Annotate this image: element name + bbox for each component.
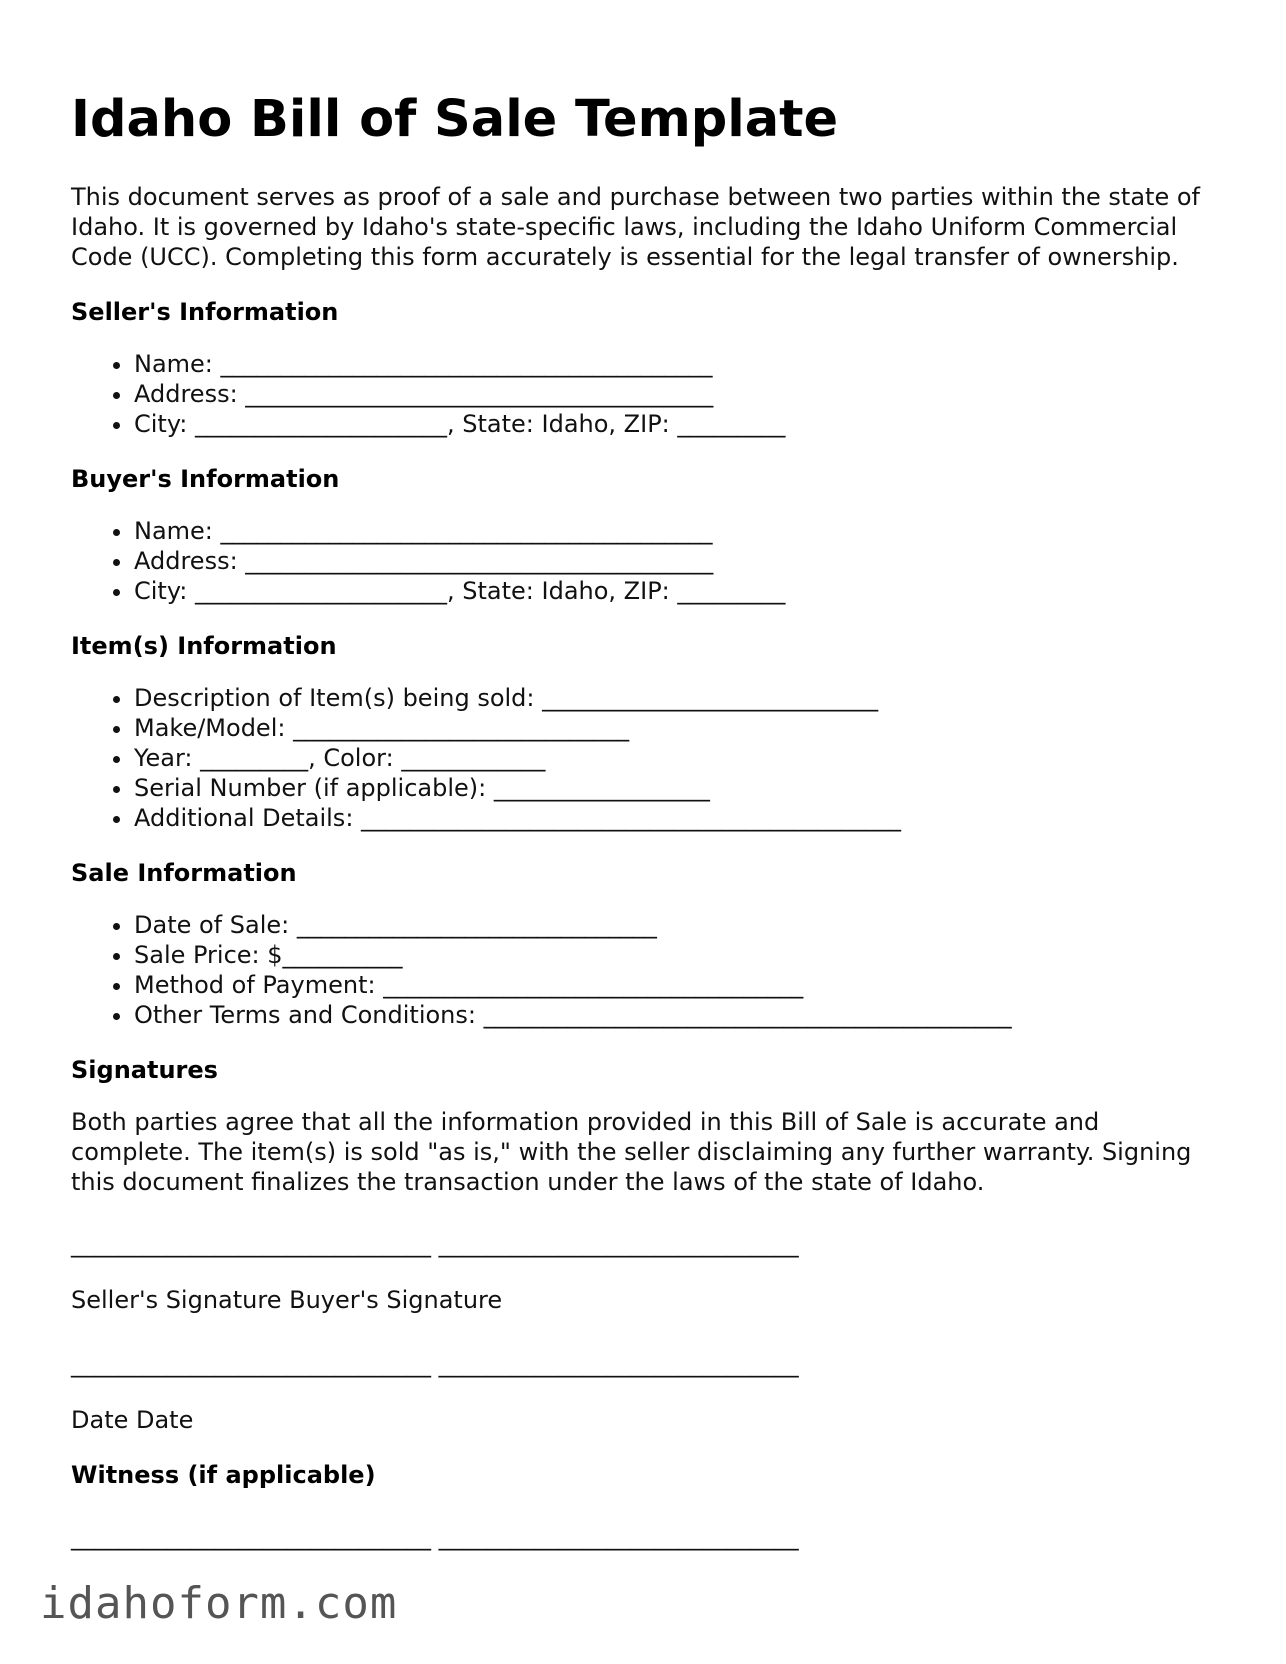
seller-city-field: • City: _____________________, State: Idaho, ZIP: _________ — [134, 409, 1221, 439]
buyer-city-field: • City: _____________________, State: Idaho, ZIP: _________ — [134, 576, 1221, 606]
items-heading: Item(s) Information — [71, 632, 337, 660]
item-year-color-field: • Year: _________, Color: ____________ — [134, 743, 1221, 773]
item-make-model-field: • Make/Model: ____________________________ — [134, 713, 1221, 743]
buyer-list — [71, 516, 1221, 606]
sale-date-field: • Date of Sale: ______________________________ — [134, 910, 1221, 940]
watermark-logo: idahoform.com — [40, 1578, 398, 1629]
seller-name-field: • Name: _________________________________________ — [134, 349, 1221, 379]
signatures-heading: Signatures — [71, 1056, 218, 1084]
signature-lines: ______________________________ ______________________________ — [71, 1230, 799, 1258]
seller-list — [71, 349, 1221, 439]
date-labels: Date Date — [71, 1406, 194, 1434]
item-description-field: • Description of Item(s) being sold: ____________________________ — [134, 683, 1221, 713]
buyer-name-field: • Name: _________________________________________ — [134, 516, 1221, 546]
date-lines: ______________________________ ______________________________ — [71, 1350, 799, 1378]
witness-lines: ______________________________ ______________________________ — [71, 1523, 799, 1551]
sale-terms-field: • Other Terms and Conditions: ____________________________________________ — [134, 1000, 1221, 1030]
sale-heading: Sale Information — [71, 859, 297, 887]
sale-payment-field: • Method of Payment: ___________________________________ — [134, 970, 1221, 1000]
signature-labels: Seller's Signature Buyer's Signature — [71, 1286, 503, 1314]
seller-address-field: • Address: _______________________________________ — [134, 379, 1221, 409]
items-list — [71, 683, 1221, 833]
item-serial-field: • Serial Number (if applicable): __________________ — [134, 773, 1221, 803]
witness-heading: Witness (if applicable) — [71, 1461, 376, 1489]
buyer-heading: Buyer's Information — [71, 465, 340, 493]
document-page — [71, 0, 1221, 1552]
seller-heading: Seller's Information — [71, 298, 339, 326]
intro-paragraph: This document serves as proof of a sale and purchase between two parties within the state of Idaho. It is governed by Idaho's state-specific laws, including the Idaho Uniform Commercial Code (UCC). Completing this form accurately is essential for the legal transfer of ownership. — [71, 183, 1200, 271]
sale-list — [71, 910, 1221, 1030]
signatures-paragraph: Both parties agree that all the information provided in this Bill of Sale is accurate and complete. The item(s) is sold "as is," with the seller disclaiming any further warranty. Signing this document finalizes the transaction under the laws of the state of Idaho. — [71, 1108, 1192, 1196]
sale-price-field: • Sale Price: $__________ — [134, 940, 1221, 970]
buyer-address-field: • Address: _______________________________________ — [134, 546, 1221, 576]
item-additional-field: • Additional Details: _____________________________________________ — [134, 803, 1221, 833]
page-title: Idaho Bill of Sale Template — [71, 90, 839, 149]
